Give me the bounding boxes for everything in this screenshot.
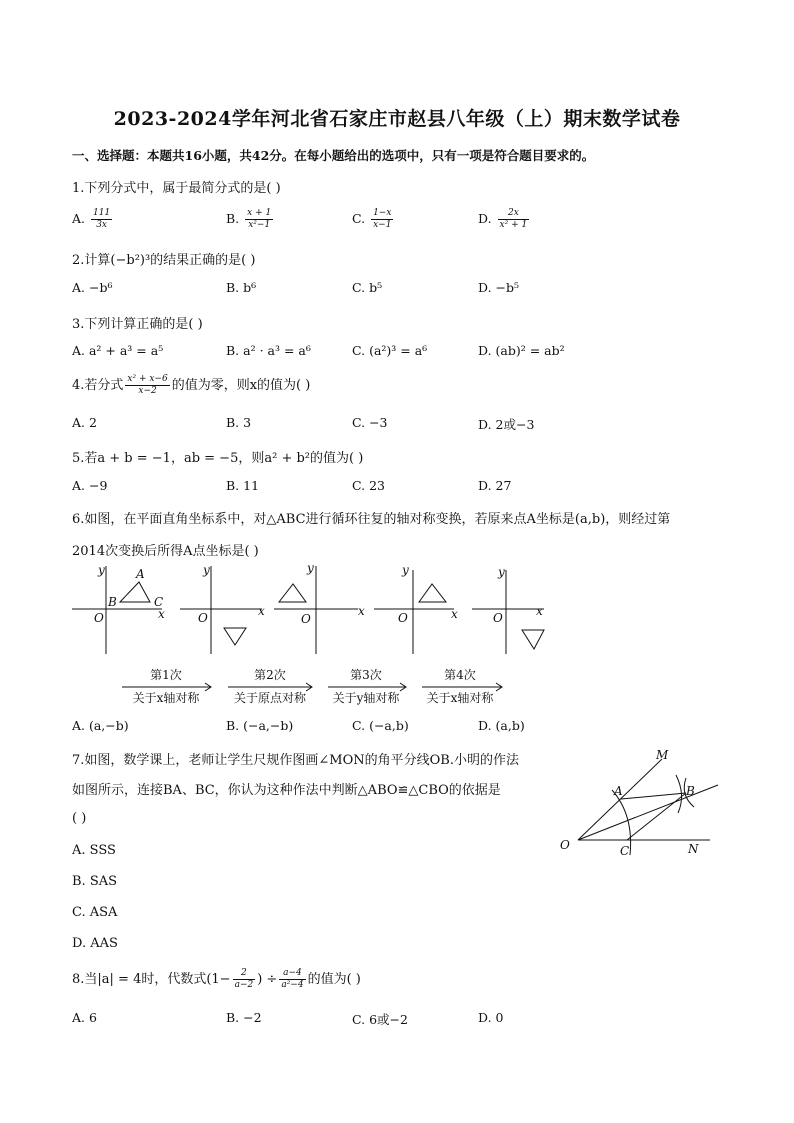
fraction: $\frac{\text{x² + x−6}}{x-2}$ (127, 374, 168, 396)
option-b: B. 3 (226, 415, 252, 430)
option-d: D. (a,b) (478, 718, 525, 733)
y-axis-label: y (498, 565, 505, 579)
step-3-number: 第3次 (350, 668, 382, 682)
option-c: C. 23 (352, 478, 385, 493)
question-4-stem: 4.若分式 $\frac{\text{x² + x−6}}{x-2}$ 的值为零，则x的值为( ) (72, 374, 311, 396)
y-axis-label: y (307, 561, 314, 575)
question-5-options (72, 478, 672, 498)
option-d: D. 0 (478, 1010, 504, 1025)
option-c: C. b⁵ (352, 280, 383, 295)
question-3-stem: 3.下列计算正确的是( ) (72, 317, 203, 332)
option-b: B. b⁶ (226, 280, 257, 295)
option-a: A. −b⁶ (72, 280, 113, 295)
point-c-label: C (154, 595, 164, 609)
point-b-label: B (686, 784, 695, 798)
question-8-options (72, 1010, 672, 1030)
question-2-stem: 2.计算(−b²)³的结果正确的是( ) (72, 253, 256, 268)
step-1-rule: 关于x轴对称 (132, 691, 200, 705)
fraction: $\frac{a-4}{\text{a²−4}}$ (281, 968, 304, 990)
option-a: A. (a,−b) (72, 718, 129, 733)
question-5-stem: 5.若a + b = −1，ab = −5，则a² + b²的值为( ) (72, 451, 364, 466)
question-1-stem: 1.下列分式中，属于最简分式的是( ) (72, 181, 281, 196)
option-b: B. a² · a³ = a⁶ (226, 343, 311, 358)
option-c: C. $\frac{1-x}{x-1}$ (352, 208, 392, 230)
option-a: A. a² + a³ = a⁵ (72, 343, 164, 358)
y-axis-label: y (402, 563, 409, 577)
question-6-stem-line1: 6.如图，在平面直角坐标系中，对△ABC进行循环往复的轴对称变换，若原来点A坐标是(a,b)，则经过第 (72, 512, 671, 527)
fraction: $\frac{111}{3x}$ (93, 208, 111, 230)
step-3-rule: 关于y轴对称 (332, 691, 400, 705)
option-a: A. 2 (72, 415, 97, 430)
option-b: B. (−a,−b) (226, 718, 294, 733)
question-2-options (72, 280, 672, 300)
origin-label: O (198, 611, 208, 625)
option-a: A. 6 (72, 1010, 97, 1025)
x-axis-label: x (536, 604, 543, 618)
section-heading: 一、选择题：本题共16小题，共42分。在每小题给出的选项中，只有一项是符合题目要求的。 (72, 148, 595, 163)
x-axis-label: x (258, 604, 265, 618)
option-b: B. 11 (226, 478, 260, 493)
option-c: C. (−a,b) (352, 718, 409, 733)
option-d: D. 2或−3 (478, 417, 535, 432)
option-b: B. $\frac{x + 1}{\text{x²−1}}$ (226, 208, 272, 230)
question-1-options (72, 208, 672, 228)
step-1-number: 第1次 (150, 668, 182, 682)
point-n-label: N (688, 842, 699, 856)
option-c: C. −3 (352, 415, 388, 430)
step-2-number: 第2次 (254, 668, 286, 682)
question-3-options (72, 343, 672, 363)
option-c: C. (a²)³ = a⁶ (352, 343, 428, 358)
question-7-option-c: C. ASA (72, 905, 118, 920)
point-o-label: O (560, 838, 570, 852)
option-c: C. 6或−2 (352, 1012, 408, 1027)
option-d: D. $\frac{2x}{\text{x² + 1}}$ (478, 208, 528, 230)
step-4-rule: 关于x轴对称 (426, 691, 494, 705)
point-a-label: A (136, 567, 145, 581)
origin-label: O (493, 611, 503, 625)
question-7-figure (550, 745, 730, 865)
question-7-stem-line3: ( ) (72, 811, 87, 826)
point-b-label: B (108, 595, 117, 609)
question-7-option-d: D. AAS (72, 936, 118, 951)
option-d: D. −b⁵ (478, 280, 520, 295)
step-2-rule: 关于原点对称 (233, 691, 307, 705)
point-a-label: A (614, 784, 623, 798)
option-a: A. $\frac{111}{3x}$ (72, 208, 111, 230)
question-7-stem-line2: 如图所示，连接BA、BC，你认为这种作法中判断△ABO≌△CBO的依据是 (72, 783, 501, 798)
page-title: 2023-2024学年河北省石家庄市赵县八年级（上）期末数学试卷 (113, 108, 681, 130)
fraction: $\frac{2}{a-2}$ (234, 968, 254, 990)
step-4-number: 第4次 (444, 668, 476, 682)
question-7-stem-line1: 7.如图，数学课上，老师让学生尺规作图画∠MON的角平分线OB.小明的作法 (72, 753, 519, 768)
origin-label: O (398, 611, 408, 625)
x-axis-label: x (358, 604, 365, 618)
option-d: D. 27 (478, 478, 512, 493)
question-6-figure (66, 560, 566, 710)
origin-label: O (301, 612, 311, 626)
option-b: B. −2 (226, 1010, 262, 1025)
y-axis-label: y (98, 563, 105, 577)
x-axis-label: x (158, 607, 165, 621)
origin-label: O (94, 611, 104, 625)
fraction: $\frac{1-x}{x-1}$ (373, 208, 392, 230)
fraction: $\frac{x + 1}{\text{x²−1}}$ (247, 208, 272, 230)
question-7-option-a: A. SSS (72, 843, 116, 858)
question-8-stem: 8.当|a| = 4时，代数式(1− $\frac{2}{a-2}$ ) ÷ $\frac{a-4}{\text{a²−4}}$ 的值为( ) (72, 968, 361, 990)
x-axis-label: x (451, 607, 458, 621)
option-a: A. −9 (72, 478, 108, 493)
question-6-stem-line2: 2014次变换后所得A点坐标是( ) (72, 544, 259, 559)
question-6-options (72, 718, 672, 738)
option-d: D. (ab)² = ab² (478, 343, 565, 358)
point-m-label: M (656, 748, 669, 762)
fraction: $\frac{2x}{\text{x² + 1}}$ (499, 208, 528, 230)
question-7-option-b: B. SAS (72, 874, 118, 889)
y-axis-label: y (203, 563, 210, 577)
question-4-options (72, 415, 672, 435)
point-c-label: C (620, 844, 630, 858)
